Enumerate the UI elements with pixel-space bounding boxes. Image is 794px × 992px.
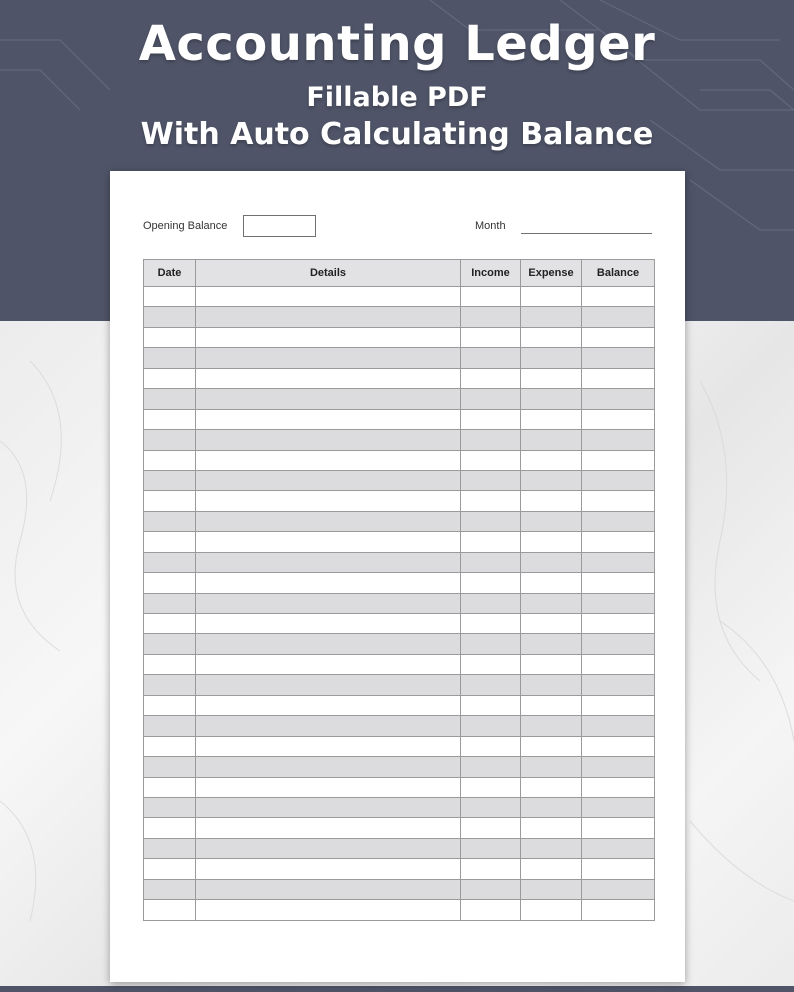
expense-cell[interactable] bbox=[521, 818, 582, 838]
balance-cell[interactable] bbox=[582, 511, 655, 531]
details-cell[interactable] bbox=[196, 634, 461, 654]
income-cell[interactable] bbox=[461, 777, 521, 797]
date-cell[interactable] bbox=[144, 818, 196, 838]
date-cell[interactable] bbox=[144, 757, 196, 777]
table-row bbox=[144, 430, 655, 450]
column-header-expense: Expense bbox=[521, 260, 582, 287]
balance-cell[interactable] bbox=[582, 757, 655, 777]
banner-title: Accounting Ledger bbox=[138, 16, 656, 72]
month-input[interactable] bbox=[521, 233, 652, 234]
expense-cell[interactable] bbox=[521, 430, 582, 450]
details-cell[interactable] bbox=[196, 511, 461, 531]
details-cell[interactable] bbox=[196, 430, 461, 450]
date-cell[interactable] bbox=[144, 695, 196, 715]
date-cell[interactable] bbox=[144, 797, 196, 817]
ledger-sheet bbox=[110, 171, 685, 982]
income-cell[interactable] bbox=[461, 879, 521, 899]
column-header-date: Date bbox=[144, 260, 196, 287]
balance-cell[interactable] bbox=[582, 491, 655, 511]
table-row bbox=[144, 573, 655, 593]
income-cell[interactable] bbox=[461, 348, 521, 368]
balance-cell[interactable] bbox=[582, 307, 655, 327]
income-cell[interactable] bbox=[461, 695, 521, 715]
details-cell[interactable] bbox=[196, 900, 461, 920]
expense-cell[interactable] bbox=[521, 470, 582, 490]
bottom-strip bbox=[0, 986, 794, 992]
balance-cell[interactable] bbox=[582, 900, 655, 920]
details-cell[interactable] bbox=[196, 327, 461, 347]
income-cell[interactable] bbox=[461, 900, 521, 920]
table-row bbox=[144, 389, 655, 409]
details-cell[interactable] bbox=[196, 838, 461, 858]
balance-cell[interactable] bbox=[582, 470, 655, 490]
date-cell[interactable] bbox=[144, 450, 196, 470]
table-row bbox=[144, 450, 655, 470]
balance-cell[interactable] bbox=[582, 675, 655, 695]
table-row bbox=[144, 634, 655, 654]
opening-balance-label: Opening Balance bbox=[143, 220, 228, 232]
details-cell[interactable] bbox=[196, 654, 461, 674]
balance-cell[interactable] bbox=[582, 287, 655, 307]
balance-cell[interactable] bbox=[582, 879, 655, 899]
month-label: Month bbox=[475, 220, 506, 232]
expense-cell[interactable] bbox=[521, 532, 582, 552]
income-cell[interactable] bbox=[461, 491, 521, 511]
expense-cell[interactable] bbox=[521, 327, 582, 347]
income-cell[interactable] bbox=[461, 430, 521, 450]
balance-cell[interactable] bbox=[582, 736, 655, 756]
balance-cell[interactable] bbox=[582, 430, 655, 450]
column-header-income: Income bbox=[461, 260, 521, 287]
balance-cell[interactable] bbox=[582, 532, 655, 552]
date-cell[interactable] bbox=[144, 654, 196, 674]
balance-cell[interactable] bbox=[582, 368, 655, 388]
date-cell[interactable] bbox=[144, 409, 196, 429]
opening-balance-input[interactable] bbox=[243, 215, 316, 237]
expense-cell[interactable] bbox=[521, 675, 582, 695]
income-cell[interactable] bbox=[461, 716, 521, 736]
table-row bbox=[144, 900, 655, 920]
income-cell[interactable] bbox=[461, 368, 521, 388]
ledger-table bbox=[143, 259, 655, 921]
income-cell[interactable] bbox=[461, 573, 521, 593]
balance-cell[interactable] bbox=[582, 654, 655, 674]
income-cell[interactable] bbox=[461, 614, 521, 634]
expense-cell[interactable] bbox=[521, 348, 582, 368]
details-cell[interactable] bbox=[196, 552, 461, 572]
table-row bbox=[144, 879, 655, 899]
date-cell[interactable] bbox=[144, 348, 196, 368]
table-row bbox=[144, 695, 655, 715]
balance-cell[interactable] bbox=[582, 409, 655, 429]
date-cell[interactable] bbox=[144, 634, 196, 654]
details-cell[interactable] bbox=[196, 470, 461, 490]
date-cell[interactable] bbox=[144, 900, 196, 920]
balance-cell[interactable] bbox=[582, 573, 655, 593]
table-row bbox=[144, 818, 655, 838]
expense-cell[interactable] bbox=[521, 634, 582, 654]
income-cell[interactable] bbox=[461, 838, 521, 858]
income-cell[interactable] bbox=[461, 757, 521, 777]
income-cell[interactable] bbox=[461, 818, 521, 838]
income-cell[interactable] bbox=[461, 470, 521, 490]
table-row bbox=[144, 307, 655, 327]
date-cell[interactable] bbox=[144, 879, 196, 899]
expense-cell[interactable] bbox=[521, 287, 582, 307]
details-cell[interactable] bbox=[196, 573, 461, 593]
expense-cell[interactable] bbox=[521, 757, 582, 777]
income-cell[interactable] bbox=[461, 593, 521, 613]
table-row bbox=[144, 368, 655, 388]
expense-cell[interactable] bbox=[521, 859, 582, 879]
income-cell[interactable] bbox=[461, 552, 521, 572]
details-cell[interactable] bbox=[196, 491, 461, 511]
date-cell[interactable] bbox=[144, 287, 196, 307]
table-row bbox=[144, 552, 655, 572]
details-cell[interactable] bbox=[196, 818, 461, 838]
banner-subtitle-fillable: Fillable PDF bbox=[306, 82, 488, 113]
expense-cell[interactable] bbox=[521, 797, 582, 817]
details-cell[interactable] bbox=[196, 450, 461, 470]
expense-cell[interactable] bbox=[521, 695, 582, 715]
expense-cell[interactable] bbox=[521, 879, 582, 899]
date-cell[interactable] bbox=[144, 532, 196, 552]
table-row bbox=[144, 675, 655, 695]
expense-cell[interactable] bbox=[521, 573, 582, 593]
expense-cell[interactable] bbox=[521, 511, 582, 531]
balance-cell[interactable] bbox=[582, 838, 655, 858]
balance-cell[interactable] bbox=[582, 327, 655, 347]
balance-cell[interactable] bbox=[582, 634, 655, 654]
income-cell[interactable] bbox=[461, 409, 521, 429]
details-cell[interactable] bbox=[196, 307, 461, 327]
details-cell[interactable] bbox=[196, 859, 461, 879]
date-cell[interactable] bbox=[144, 716, 196, 736]
date-cell[interactable] bbox=[144, 614, 196, 634]
balance-cell[interactable] bbox=[582, 593, 655, 613]
details-cell[interactable] bbox=[196, 879, 461, 899]
table-row bbox=[144, 287, 655, 307]
date-cell[interactable] bbox=[144, 307, 196, 327]
date-cell[interactable] bbox=[144, 327, 196, 347]
balance-cell[interactable] bbox=[582, 716, 655, 736]
expense-cell[interactable] bbox=[521, 389, 582, 409]
table-row bbox=[144, 654, 655, 674]
expense-cell[interactable] bbox=[521, 716, 582, 736]
column-header-balance: Balance bbox=[582, 260, 655, 287]
table-row bbox=[144, 838, 655, 858]
income-cell[interactable] bbox=[461, 532, 521, 552]
expense-cell[interactable] bbox=[521, 593, 582, 613]
details-cell[interactable] bbox=[196, 348, 461, 368]
details-cell[interactable] bbox=[196, 287, 461, 307]
details-cell[interactable] bbox=[196, 409, 461, 429]
ledger-body bbox=[144, 287, 655, 921]
table-row bbox=[144, 716, 655, 736]
details-cell[interactable] bbox=[196, 757, 461, 777]
date-cell[interactable] bbox=[144, 470, 196, 490]
table-row bbox=[144, 736, 655, 756]
details-cell[interactable] bbox=[196, 695, 461, 715]
details-cell[interactable] bbox=[196, 716, 461, 736]
date-cell[interactable] bbox=[144, 552, 196, 572]
income-cell[interactable] bbox=[461, 511, 521, 531]
date-cell[interactable] bbox=[144, 838, 196, 858]
expense-cell[interactable] bbox=[521, 614, 582, 634]
expense-cell[interactable] bbox=[521, 409, 582, 429]
date-cell[interactable] bbox=[144, 859, 196, 879]
income-cell[interactable] bbox=[461, 654, 521, 674]
income-cell[interactable] bbox=[461, 797, 521, 817]
balance-cell[interactable] bbox=[582, 859, 655, 879]
details-cell[interactable] bbox=[196, 797, 461, 817]
balance-cell[interactable] bbox=[582, 777, 655, 797]
expense-cell[interactable] bbox=[521, 777, 582, 797]
date-cell[interactable] bbox=[144, 675, 196, 695]
table-row bbox=[144, 757, 655, 777]
income-cell[interactable] bbox=[461, 450, 521, 470]
banner-subtitle-auto-balance: With Auto Calculating Balance bbox=[140, 117, 654, 152]
date-cell[interactable] bbox=[144, 593, 196, 613]
expense-cell[interactable] bbox=[521, 450, 582, 470]
date-cell[interactable] bbox=[144, 573, 196, 593]
date-cell[interactable] bbox=[144, 389, 196, 409]
table-row bbox=[144, 409, 655, 429]
details-cell[interactable] bbox=[196, 736, 461, 756]
table-row bbox=[144, 470, 655, 490]
income-cell[interactable] bbox=[461, 736, 521, 756]
balance-cell[interactable] bbox=[582, 614, 655, 634]
details-cell[interactable] bbox=[196, 389, 461, 409]
table-row bbox=[144, 532, 655, 552]
date-cell[interactable] bbox=[144, 430, 196, 450]
table-row bbox=[144, 859, 655, 879]
date-cell[interactable] bbox=[144, 736, 196, 756]
expense-cell[interactable] bbox=[521, 736, 582, 756]
expense-cell[interactable] bbox=[521, 900, 582, 920]
details-cell[interactable] bbox=[196, 593, 461, 613]
date-cell[interactable] bbox=[144, 777, 196, 797]
income-cell[interactable] bbox=[461, 675, 521, 695]
balance-cell[interactable] bbox=[582, 389, 655, 409]
expense-cell[interactable] bbox=[521, 552, 582, 572]
ledger-header-row bbox=[144, 260, 655, 287]
table-row bbox=[144, 593, 655, 613]
income-cell[interactable] bbox=[461, 307, 521, 327]
date-cell[interactable] bbox=[144, 368, 196, 388]
expense-cell[interactable] bbox=[521, 491, 582, 511]
date-cell[interactable] bbox=[144, 491, 196, 511]
expense-cell[interactable] bbox=[521, 307, 582, 327]
table-row bbox=[144, 348, 655, 368]
income-cell[interactable] bbox=[461, 634, 521, 654]
balance-cell[interactable] bbox=[582, 552, 655, 572]
column-header-details: Details bbox=[196, 260, 461, 287]
expense-cell[interactable] bbox=[521, 368, 582, 388]
table-row bbox=[144, 511, 655, 531]
balance-cell[interactable] bbox=[582, 818, 655, 838]
table-row bbox=[144, 491, 655, 511]
balance-cell[interactable] bbox=[582, 797, 655, 817]
expense-cell[interactable] bbox=[521, 838, 582, 858]
income-cell[interactable] bbox=[461, 327, 521, 347]
expense-cell[interactable] bbox=[521, 654, 582, 674]
income-cell[interactable] bbox=[461, 389, 521, 409]
balance-cell[interactable] bbox=[582, 695, 655, 715]
details-cell[interactable] bbox=[196, 368, 461, 388]
income-cell[interactable] bbox=[461, 859, 521, 879]
balance-cell[interactable] bbox=[582, 450, 655, 470]
date-cell[interactable] bbox=[144, 511, 196, 531]
table-row bbox=[144, 777, 655, 797]
table-row bbox=[144, 614, 655, 634]
income-cell[interactable] bbox=[461, 287, 521, 307]
table-row bbox=[144, 797, 655, 817]
details-cell[interactable] bbox=[196, 532, 461, 552]
details-cell[interactable] bbox=[196, 614, 461, 634]
balance-cell[interactable] bbox=[582, 348, 655, 368]
table-row bbox=[144, 327, 655, 347]
details-cell[interactable] bbox=[196, 675, 461, 695]
details-cell[interactable] bbox=[196, 777, 461, 797]
